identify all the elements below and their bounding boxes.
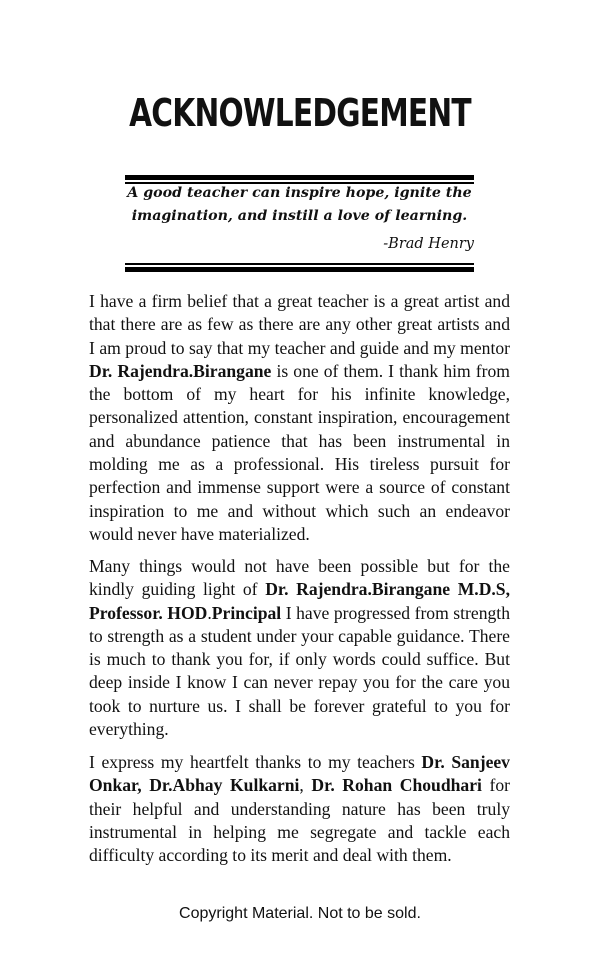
text: I have a firm belief that a great teacher is a great artist and that there are as few as there are any other great artists and I am proud to say that my teacher and guide and my mentor bbox=[89, 291, 510, 358]
mentor-name: Dr. Rajendra.Birangane bbox=[89, 360, 272, 381]
quote-bottom-rule bbox=[125, 263, 474, 272]
text: . bbox=[207, 602, 212, 623]
teacher-names: Dr. Sanjeev Onkar, Dr.Abhay Kulkarni bbox=[89, 752, 510, 796]
paragraph-2 bbox=[89, 555, 510, 741]
mentor-role: Principal bbox=[211, 602, 282, 623]
paragraph-1 bbox=[89, 290, 510, 546]
divider bbox=[125, 267, 474, 272]
teacher-name: Dr. Rohan Choudhari bbox=[311, 775, 482, 796]
text: I express my heartfelt thanks to my teachers bbox=[89, 752, 422, 772]
epigraph-quote: A good teacher can inspire hope, ignite the imagination, and instill a love of learning. bbox=[127, 185, 472, 224]
paragraph-3 bbox=[89, 751, 510, 867]
epigraph-author: -Brad Henry bbox=[383, 236, 474, 252]
text: for their helpful and understanding nature has been truly instrumental in helping me segregate and tackle each difficulty according to its merit and deal with them. bbox=[89, 775, 511, 866]
text: Many things would not have been possible but for the kindly guiding light of bbox=[89, 556, 510, 600]
copyright-notice: Copyright Material. Not to be sold. bbox=[179, 905, 421, 922]
page-title: ACKNOWLEDGEMENT bbox=[129, 91, 471, 135]
text: , bbox=[299, 775, 312, 796]
mentor-title: Dr. Rajendra.Birangane M.D.S, Professor. HOD bbox=[89, 579, 510, 623]
text: is one of them. I thank him from the bottom of my heart for his infinite knowledge, personalized attention, constant inspiration, encouragement and abundance patience that has been instrumental in molding me as a professional. His tireless pursuit for perfection and immense support were a source of constant inspiration to me and without which such an endeavor would never have materialized. bbox=[89, 360, 510, 544]
text: I have progressed from strength to strength as a student under your capable guidance. There is much to thank you for, if only words could suffice. But deep inside I know I can never repay you for the care you took to nurture us. I shall be forever grateful to you for everything. bbox=[89, 602, 510, 740]
